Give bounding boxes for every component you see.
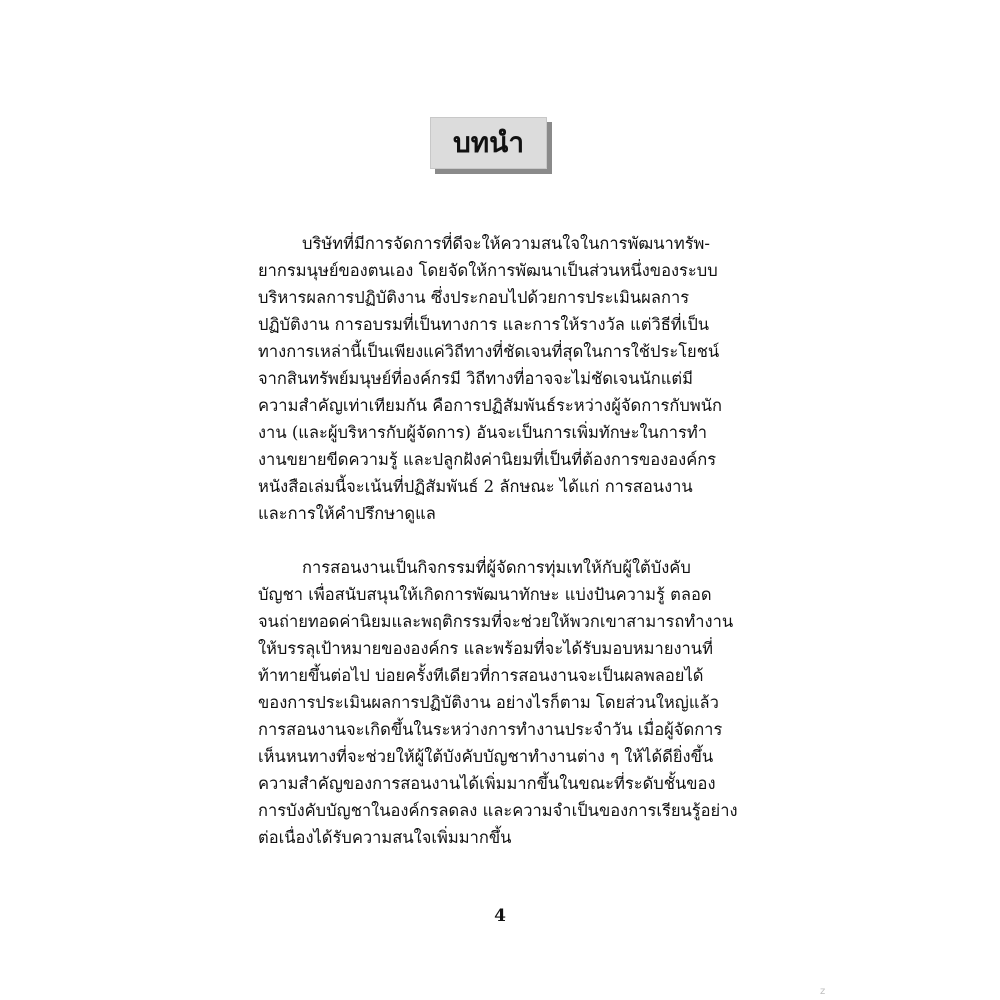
chapter-title-box [430, 117, 547, 169]
text-line: ปฏิบัติงาน การอบรมที่เป็นทางการ และการให้รางวัล แต่วิธีที่เป็น [258, 315, 710, 334]
text-line: หนังสือเล่มนี้จะเน้นที่ปฏิสัมพันธ์ 2 ลักษณะ ได้แก่ การสอนงาน [258, 477, 693, 496]
paragraph-2 [258, 554, 744, 851]
text-line: ความสำคัญของการสอนงานได้เพิ่มมากขึ้นในขณะที่ระดับชั้นของ [258, 774, 716, 793]
body-text [258, 230, 744, 851]
text-line: จากสินทรัพย์มนุษย์ที่องค์กรมี วิถีทางที่อาจจะไม่ชัดเจนนักแต่มี [258, 369, 693, 388]
chapter-title: บทนำ [452, 126, 525, 159]
text-line: ให้บรรลุเป้าหมายขององค์กร และพร้อมที่จะได้รับมอบหมายงานที่ [258, 639, 713, 658]
text-line: ทางการเหล่านี้เป็นเพียงแค่วิถีทางที่ชัดเจนที่สุดในการใช้ประโยชน์ [258, 342, 720, 361]
text-line: การบังคับบัญชาในองค์กรลดลง และความจำเป็นของการเรียนรู้อย่าง [258, 801, 738, 820]
corner-mark: z [820, 986, 826, 997]
text-line: บริหารผลการปฏิบัติงาน ซึ่งประกอบไปด้วยการประเมินผลการ [258, 288, 690, 307]
text-line: บัญชา เพื่อสนับสนุนให้เกิดการพัฒนาทักษะ แบ่งปันความรู้ ตลอด [258, 585, 712, 604]
text-line: งาน (และผู้บริหารกับผู้จัดการ) อันจะเป็นการเพิ่มทักษะในการทำ [258, 423, 708, 442]
text-line: งานขยายขีดความรู้ และปลูกฝังค่านิยมที่เป็นที่ต้องการขององค์กร [258, 450, 717, 469]
text-line: ต่อเนื่องได้รับความสนใจเพิ่มมากขึ้น [258, 828, 512, 847]
text-line: ของการประเมินผลการปฏิบัติงาน อย่างไรก็ตาม โดยส่วนใหญ่แล้ว [258, 693, 719, 712]
page-number: 4 [494, 906, 506, 926]
text-line: จนถ่ายทอดค่านิยมและพฤติกรรมที่จะช่วยให้พวกเขาสามารถทำงาน [258, 612, 734, 631]
text-line: และการให้คำปรึกษาดูแล [258, 504, 436, 523]
text-line: ท้าทายขึ้นต่อไป บ่อยครั้งทีเดียวที่การสอนงานจะเป็นผลพลอยได้ [258, 666, 704, 685]
text-line: การสอนงานเป็นกิจกรรมที่ผู้จัดการทุ่มเทให้กับผู้ใต้บังคับ [302, 558, 691, 577]
text-line: ความสำคัญเท่าเทียมกัน คือการปฏิสัมพันธ์ระหว่างผู้จัดการกับพนัก [258, 396, 722, 415]
text-line: การสอนงานจะเกิดขึ้นในระหว่างการทำงานประจำวัน เมื่อผู้จัดการ [258, 720, 723, 739]
text-line: เห็นหนทางที่จะช่วยให้ผู้ใต้บังคับบัญชาทำงานต่าง ๆ ให้ได้ดียิ่งขึ้น [258, 747, 714, 766]
paragraph-1 [258, 230, 744, 527]
text-line: บริษัทที่มีการจัดการที่ดีจะให้ความสนใจในการพัฒนาทรัพ- [302, 234, 711, 253]
text-line: ยากรมนุษย์ของตนเอง โดยจัดให้การพัฒนาเป็นส่วนหนึ่งของระบบ [258, 261, 718, 280]
